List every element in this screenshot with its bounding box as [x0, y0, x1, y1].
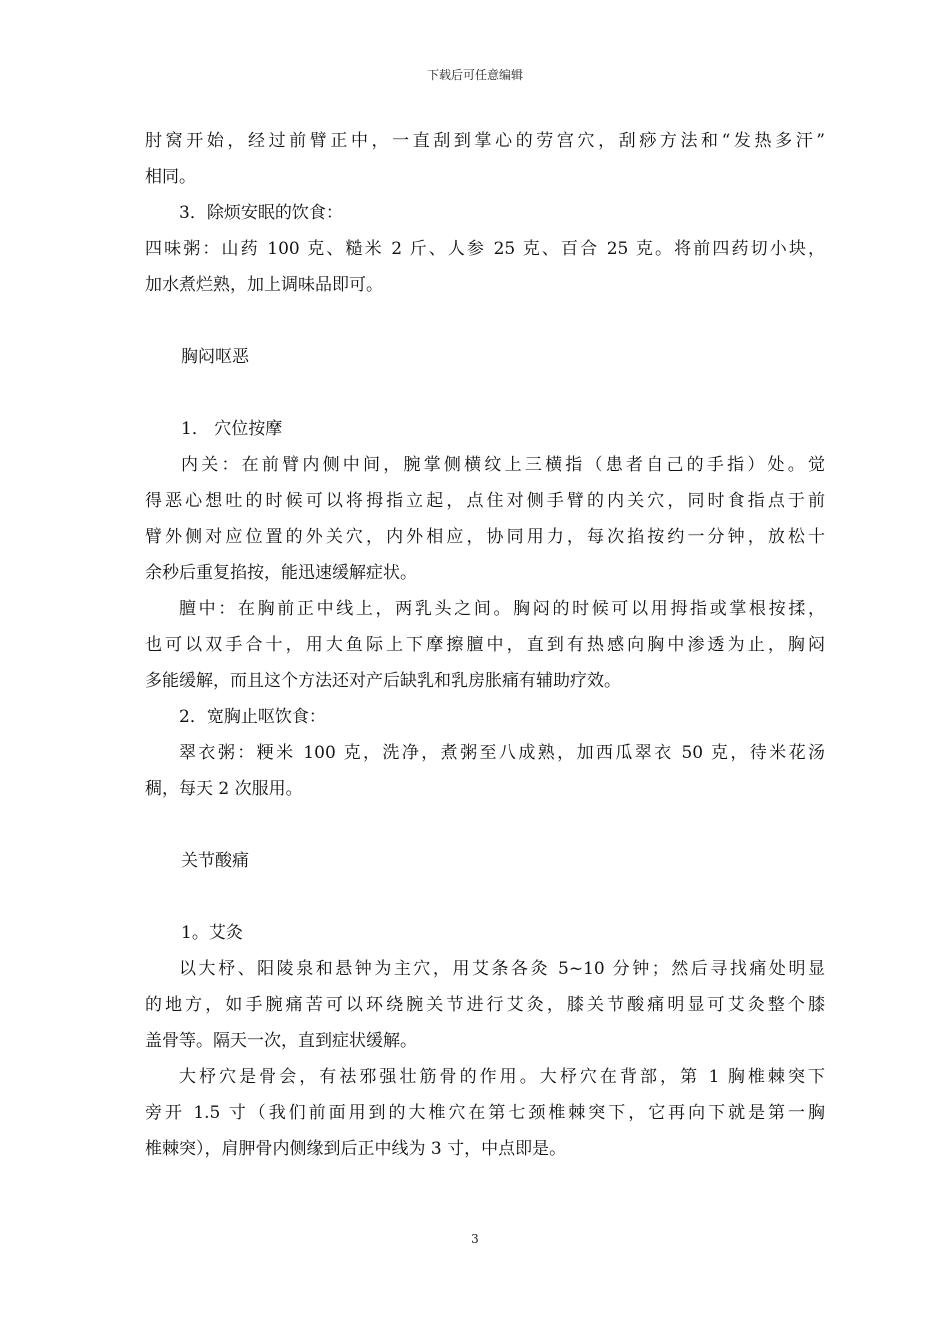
- paragraph-line: 稠，每天 2 次服用。: [145, 779, 303, 799]
- section-heading: 胸闷呕恶: [181, 347, 249, 367]
- paragraph-line: 加水煮烂熟，加上调味品即可。: [145, 275, 383, 295]
- paragraph-line: 肘窝开始，经过前臂正中，一直刮到掌心的劳宫穴，刮痧方法和“发热多汗”: [145, 131, 825, 151]
- paragraph-line: 的地方，如手腕痛苦可以环绕腕关节进行艾灸，膝关节酸痛明显可艾灸整个膝: [145, 995, 825, 1015]
- paragraph-line: 翠衣粥：粳米 100 克，洗净，煮粥至八成熟，加西瓜翠衣 50 克，待米花汤: [179, 743, 825, 763]
- paragraph-line: 多能缓解，而且这个方法还对产后缺乳和乳房胀痛有辅助疗效。: [145, 671, 621, 691]
- paragraph-line: 大杼穴是骨会，有祛邪强壮筋骨的作用。大杼穴在背部，第 1 胸椎棘突下: [179, 1067, 825, 1087]
- list-item: 1。艾灸: [181, 923, 243, 943]
- paragraph-line: 椎棘突），肩胛骨内侧缘到后正中线为 3 寸，中点即是。: [145, 1139, 567, 1159]
- list-item: 3．除烦安眠的饮食：: [179, 203, 343, 223]
- paragraph-line: 内关：在前臂内侧中间，腕掌侧横纹上三横指（患者自己的手指）处。觉: [181, 455, 825, 475]
- paragraph-line: 余秒后重复掐按，能迅速缓解症状。: [145, 563, 417, 583]
- paragraph-line: 相同。: [145, 167, 196, 187]
- paragraph-line: 膻中：在胸前正中线上，两乳头之间。胸闷的时候可以用拇指或掌根按揉，: [179, 599, 825, 619]
- paragraph-line: 以大杼、阳陵泉和悬钟为主穴，用艾条各灸 5~10 分钟；然后寻找痛处明显: [179, 959, 825, 979]
- paragraph-line: 臂外侧对应位置的外关穴，内外相应，协同用力，每次掐按约一分钟，放松十: [145, 527, 825, 547]
- paragraph-line: 得恶心想吐的时候可以将拇指立起，点住对侧手臂的内关穴，同时食指点于前: [145, 491, 825, 511]
- paragraph-line: 旁开 1.5 寸（我们前面用到的大椎穴在第七颈椎棘突下，它再向下就是第一胸: [145, 1103, 825, 1123]
- list-item: 2．宽胸止呕饮食：: [179, 707, 326, 727]
- list-item: 1． 穴位按摩: [181, 419, 283, 439]
- page-header: 下载后可任意编辑: [426, 68, 523, 82]
- paragraph-line: 盖骨等。隔天一次，直到症状缓解。: [145, 1031, 417, 1051]
- section-heading: 关节酸痛: [181, 851, 249, 871]
- document-body: [145, 123, 825, 1167]
- page-number: 3: [471, 1232, 479, 1246]
- paragraph-line: 也可以双手合十，用大鱼际上下摩擦膻中，直到有热感向胸中渗透为止，胸闷: [145, 635, 825, 655]
- paragraph-line: 四味粥：山药 100 克、糙米 2 斤、人参 25 克、百合 25 克。将前四药切小块，: [145, 239, 825, 259]
